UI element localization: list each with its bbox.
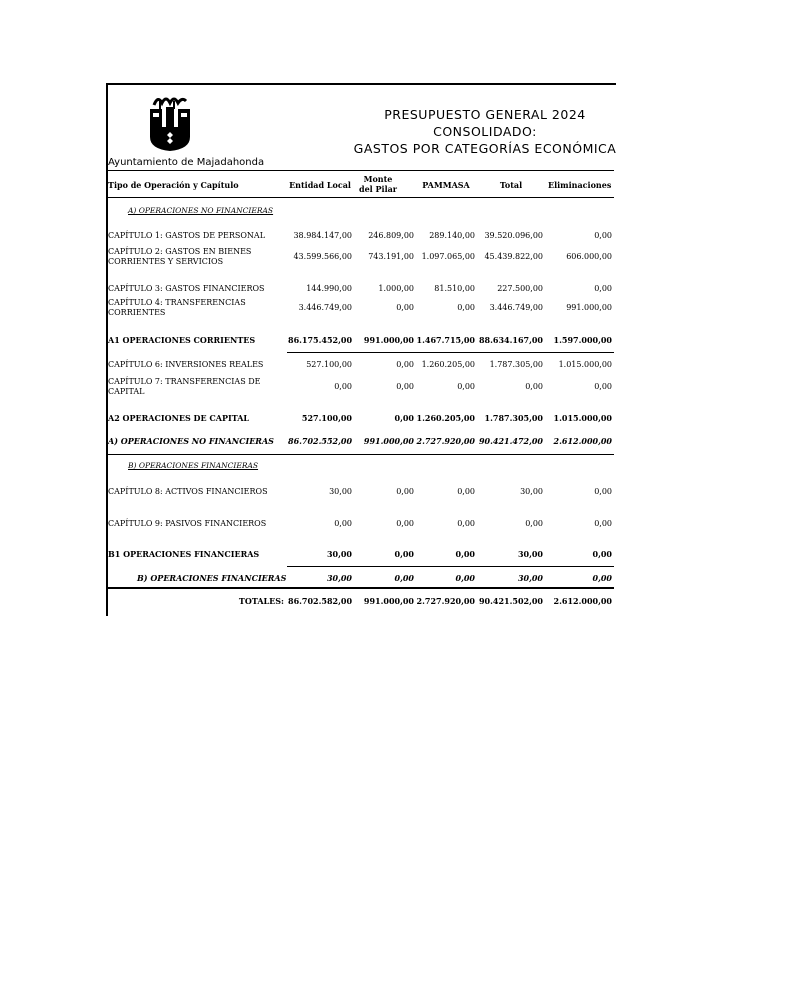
row-value: 1.260.205,00 — [421, 360, 475, 369]
header-bottom-rule — [106, 197, 614, 198]
row-value: 991.000,00 — [363, 596, 414, 606]
row-value: 30,00 — [326, 549, 352, 559]
row-label: A2 OPERACIONES DE CAPITAL — [108, 413, 250, 423]
row-label: B) OPERACIONES FINANCIERAS — [128, 461, 259, 470]
row-value: 0,00 — [525, 519, 543, 528]
row-value: 606.000,00 — [566, 252, 612, 261]
row-value: 86.702.552,00 — [288, 436, 353, 446]
row-label: CAPÍTULO 6: INVERSIONES REALES — [108, 360, 264, 369]
row-value: 45.439.822,00 — [484, 252, 543, 261]
row-value: 0,00 — [457, 487, 475, 496]
title-line-1: PRESUPUESTO GENERAL 2024 — [384, 107, 586, 122]
row-value: 30,00 — [517, 549, 543, 559]
row-value: 1.787.305,00 — [489, 360, 543, 369]
header-top-rule — [106, 170, 614, 171]
row-value: 1.787.305,00 — [484, 413, 543, 423]
row-value: 0,00 — [394, 549, 414, 559]
rule-section-a — [106, 454, 614, 455]
row-value: 0,00 — [394, 413, 414, 423]
row-value: 1.015.000,00 — [558, 360, 612, 369]
rule-totals — [106, 587, 614, 589]
row-value: 743.191,00 — [368, 252, 414, 261]
row-value: 0,00 — [594, 519, 612, 528]
column-header-pammasa: PAMMASA — [422, 180, 470, 190]
row-value: 30,00 — [520, 487, 543, 496]
row-value: 0,00 — [594, 487, 612, 496]
row-value: 289.140,00 — [429, 231, 475, 240]
row-label: CAPÍTULO 4: TRANSFERENCIAS CORRIENTES — [108, 298, 246, 317]
row-value: 2.612.000,00 — [553, 436, 612, 446]
row-label: A) OPERACIONES NO FINANCIERAS — [108, 436, 274, 446]
row-value: 30,00 — [326, 573, 352, 583]
row-value: 0,00 — [594, 231, 612, 240]
column-header-type: Tipo de Operación y Capítulo — [108, 180, 239, 190]
row-value: 0,00 — [396, 382, 414, 391]
row-value: 38.984.147,00 — [293, 231, 352, 240]
row-value: 991.000,00 — [363, 335, 414, 345]
row-label: CAPÍTULO 9: PASIVOS FINANCIEROS — [108, 519, 267, 528]
row-label: CAPÍTULO 1: GASTOS DE PERSONAL — [108, 231, 265, 240]
column-header-total: Total — [499, 180, 523, 190]
row-value: 144.990,00 — [306, 284, 352, 293]
column-header-monte: Monte del Pilar — [359, 174, 397, 194]
row-value: 0,00 — [396, 303, 414, 312]
row-value: 0,00 — [334, 519, 352, 528]
row-value: 1.467.715,00 — [416, 335, 475, 345]
row-value: 0,00 — [594, 284, 612, 293]
row-label: CAPÍTULO 3: GASTOS FINANCIEROS — [108, 284, 265, 293]
row-label: A) OPERACIONES NO FINANCIERAS — [128, 206, 274, 215]
row-value: 0,00 — [457, 303, 475, 312]
row-value: 30,00 — [329, 487, 352, 496]
row-label: B1 OPERACIONES FINANCIERAS — [108, 549, 260, 559]
row-value: 1.000,00 — [378, 284, 414, 293]
row-value: 0,00 — [592, 549, 612, 559]
row-value: 39.520.096,00 — [484, 231, 543, 240]
row-value: 0,00 — [396, 487, 414, 496]
row-label: TOTALES: — [238, 596, 284, 606]
row-value: 30,00 — [517, 573, 543, 583]
row-value: 88.634.167,00 — [478, 335, 543, 345]
row-value: 3.446.749,00 — [298, 303, 352, 312]
row-value: 991.000,00 — [363, 436, 414, 446]
row-value: 0,00 — [455, 549, 475, 559]
title-line-3: GASTOS POR CATEGORÍAS ECONÓMICA — [353, 141, 617, 156]
rule-b1 — [287, 566, 614, 567]
row-value: 0,00 — [592, 573, 612, 583]
column-header-eliminaciones: Eliminaciones — [548, 180, 612, 190]
row-value: 527.100,00 — [306, 360, 352, 369]
organization-name: Ayuntamiento de Majadahonda — [108, 157, 265, 168]
row-value: 90.421.472,00 — [478, 436, 543, 446]
row-value: 86.175.452,00 — [288, 335, 353, 345]
row-value: 2.727.920,00 — [416, 596, 475, 606]
row-value: 1.260.205,00 — [416, 413, 475, 423]
column-header-entidad: Entidad Local — [289, 180, 351, 190]
row-value: 0,00 — [334, 382, 352, 391]
row-value: 227.500,00 — [497, 284, 543, 293]
row-label: CAPÍTULO 2: GASTOS EN BIENES CORRIENTES Y SERVICIOS — [108, 247, 252, 266]
row-value: 0,00 — [396, 519, 414, 528]
row-value: 1.015.000,00 — [553, 413, 612, 423]
row-label: CAPÍTULO 8: ACTIVOS FINANCIEROS — [108, 487, 268, 496]
coat-of-arms-logo — [148, 93, 192, 153]
row-value: 86.702.582,00 — [288, 596, 353, 606]
rule-a1 — [287, 352, 614, 353]
row-value: 90.421.502,00 — [478, 596, 543, 606]
row-value: 2.727.920,00 — [416, 436, 475, 446]
row-value: 0,00 — [394, 573, 414, 583]
title-line-2: CONSOLIDADO: — [433, 124, 537, 139]
row-value: 81.510,00 — [434, 284, 475, 293]
row-value: 43.599.566,00 — [293, 252, 352, 261]
row-value: 991.000,00 — [566, 303, 612, 312]
row-value: 0,00 — [457, 519, 475, 528]
row-value: 2.612.000,00 — [553, 596, 612, 606]
row-value: 0,00 — [396, 360, 414, 369]
row-value: 0,00 — [525, 382, 543, 391]
row-value: 3.446.749,00 — [489, 303, 543, 312]
row-value: 1.097.065,00 — [421, 252, 475, 261]
row-value: 0,00 — [594, 382, 612, 391]
row-label: A1 OPERACIONES CORRIENTES — [108, 335, 256, 345]
row-value: 0,00 — [455, 573, 475, 583]
row-value: 527.100,00 — [301, 413, 352, 423]
row-label: CAPÍTULO 7: TRANSFERENCIAS DE CAPITAL — [108, 377, 261, 396]
document-title — [330, 106, 640, 157]
row-value: 246.809,00 — [368, 231, 414, 240]
row-value: 1.597.000,00 — [553, 335, 612, 345]
row-label: B) OPERACIONES FINANCIERAS — [137, 573, 287, 583]
row-value: 0,00 — [457, 382, 475, 391]
